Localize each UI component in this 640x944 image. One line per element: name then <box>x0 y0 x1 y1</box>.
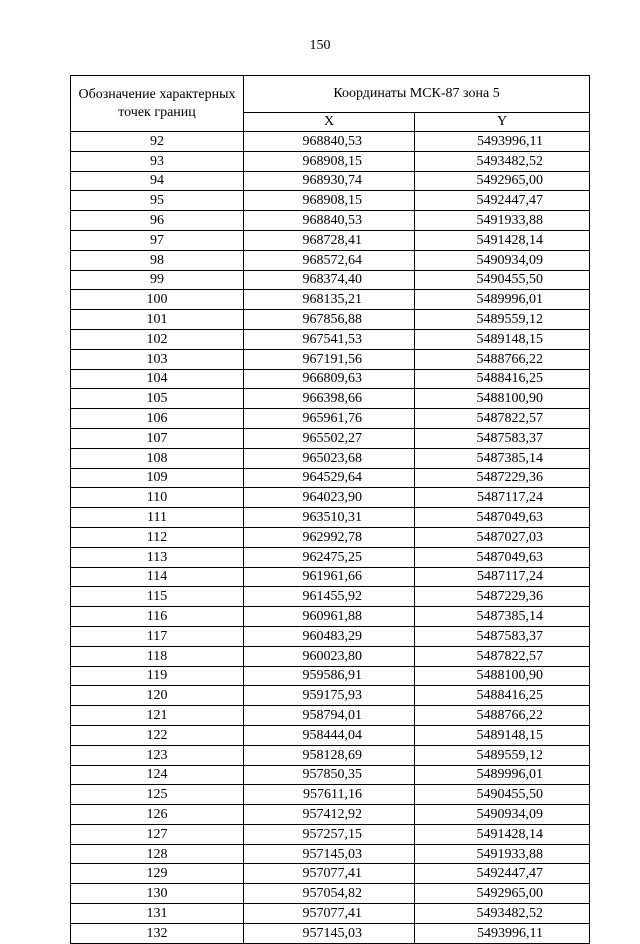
point-id-cell: 110 <box>71 488 244 508</box>
table-row <box>71 171 590 191</box>
point-id-cell: 132 <box>71 923 244 943</box>
point-id-cell: 130 <box>71 884 244 904</box>
y-coordinate-cell: 5490455,50 <box>415 270 590 290</box>
y-coordinate-cell: 5488100,90 <box>415 389 590 409</box>
y-coordinate-cell: 5493482,52 <box>415 151 590 171</box>
y-coordinate-cell: 5490934,09 <box>415 805 590 825</box>
point-id-cell: 103 <box>71 349 244 369</box>
y-coordinate-cell: 5489148,15 <box>415 329 590 349</box>
coordinates-table <box>70 75 590 944</box>
x-coordinate-cell: 965961,76 <box>244 409 415 429</box>
table-row <box>71 409 590 429</box>
point-id-cell: 94 <box>71 171 244 191</box>
table-row <box>71 290 590 310</box>
y-coordinate-cell: 5490934,09 <box>415 250 590 270</box>
point-id-cell: 131 <box>71 904 244 924</box>
table-row <box>71 824 590 844</box>
table-row <box>71 132 590 152</box>
point-id-cell: 112 <box>71 527 244 547</box>
y-coordinate-cell: 5493996,11 <box>415 132 590 152</box>
table-row <box>71 508 590 528</box>
page-number: 150 <box>309 38 331 53</box>
y-coordinate-cell: 5487583,37 <box>415 428 590 448</box>
y-coordinate-cell: 5488766,22 <box>415 349 590 369</box>
y-coordinate-cell: 5489996,01 <box>415 290 590 310</box>
table-row <box>71 191 590 211</box>
x-coordinate-cell: 960023,80 <box>244 646 415 666</box>
y-coordinate-cell: 5487822,57 <box>415 646 590 666</box>
point-id-cell: 116 <box>71 607 244 627</box>
x-coordinate-cell: 957054,82 <box>244 884 415 904</box>
x-coordinate-cell: 968728,41 <box>244 230 415 250</box>
point-id-cell: 101 <box>71 310 244 330</box>
x-coordinate-cell: 957145,03 <box>244 844 415 864</box>
point-id-cell: 93 <box>71 151 244 171</box>
y-coordinate-cell: 5491933,88 <box>415 844 590 864</box>
y-coordinate-cell: 5487117,24 <box>415 488 590 508</box>
y-coordinate-cell: 5491933,88 <box>415 211 590 231</box>
point-id-cell: 126 <box>71 805 244 825</box>
table-row <box>71 230 590 250</box>
y-coordinate-cell: 5487027,03 <box>415 527 590 547</box>
point-id-cell: 122 <box>71 725 244 745</box>
y-coordinate-cell: 5487117,24 <box>415 567 590 587</box>
x-coordinate-cell: 968135,21 <box>244 290 415 310</box>
point-id-cell: 123 <box>71 745 244 765</box>
point-id-cell: 120 <box>71 686 244 706</box>
point-id-cell: 106 <box>71 409 244 429</box>
table-row <box>71 567 590 587</box>
x-coordinate-cell: 967191,56 <box>244 349 415 369</box>
table-row <box>71 349 590 369</box>
x-coordinate-cell: 957077,41 <box>244 904 415 924</box>
x-coordinate-cell: 968840,53 <box>244 132 415 152</box>
x-coordinate-cell: 967856,88 <box>244 310 415 330</box>
table-row <box>71 686 590 706</box>
point-id-cell: 121 <box>71 706 244 726</box>
y-coordinate-cell: 5488100,90 <box>415 666 590 686</box>
header-y: Y <box>415 113 590 132</box>
table-row <box>71 250 590 270</box>
y-coordinate-cell: 5487049,63 <box>415 547 590 567</box>
table-row <box>71 923 590 943</box>
point-id-cell: 97 <box>71 230 244 250</box>
y-coordinate-cell: 5487385,14 <box>415 448 590 468</box>
point-id-cell: 109 <box>71 468 244 488</box>
x-coordinate-cell: 961961,66 <box>244 567 415 587</box>
x-coordinate-cell: 958128,69 <box>244 745 415 765</box>
x-coordinate-cell: 960483,29 <box>244 626 415 646</box>
point-id-cell: 92 <box>71 132 244 152</box>
y-coordinate-cell: 5487229,36 <box>415 468 590 488</box>
x-coordinate-cell: 968374,40 <box>244 270 415 290</box>
table-row <box>71 745 590 765</box>
x-coordinate-cell: 962475,25 <box>244 547 415 567</box>
point-id-cell: 111 <box>71 508 244 528</box>
point-id-cell: 114 <box>71 567 244 587</box>
table-row <box>71 725 590 745</box>
table-row <box>71 527 590 547</box>
x-coordinate-cell: 964023,90 <box>244 488 415 508</box>
table-row <box>71 488 590 508</box>
y-coordinate-cell: 5491428,14 <box>415 230 590 250</box>
table-row <box>71 607 590 627</box>
header-coordinate-system: Координаты МСК-87 зона 5 <box>244 76 590 113</box>
table-row <box>71 587 590 607</box>
x-coordinate-cell: 966809,63 <box>244 369 415 389</box>
x-coordinate-cell: 968572,64 <box>244 250 415 270</box>
y-coordinate-cell: 5492447,47 <box>415 864 590 884</box>
x-coordinate-cell: 958794,01 <box>244 706 415 726</box>
y-coordinate-cell: 5487385,14 <box>415 607 590 627</box>
x-coordinate-cell: 957145,03 <box>244 923 415 943</box>
header-x: X <box>244 113 415 132</box>
x-coordinate-cell: 968840,53 <box>244 211 415 231</box>
x-coordinate-cell: 957850,35 <box>244 765 415 785</box>
table-body <box>71 132 590 944</box>
point-id-cell: 119 <box>71 666 244 686</box>
y-coordinate-cell: 5488766,22 <box>415 706 590 726</box>
header-points: Обозначение характерных точек границ <box>71 76 244 132</box>
x-coordinate-cell: 957611,16 <box>244 785 415 805</box>
point-id-cell: 118 <box>71 646 244 666</box>
point-id-cell: 124 <box>71 765 244 785</box>
y-coordinate-cell: 5491428,14 <box>415 824 590 844</box>
point-id-cell: 104 <box>71 369 244 389</box>
table-row <box>71 211 590 231</box>
point-id-cell: 96 <box>71 211 244 231</box>
y-coordinate-cell: 5489559,12 <box>415 310 590 330</box>
x-coordinate-cell: 965023,68 <box>244 448 415 468</box>
y-coordinate-cell: 5492965,00 <box>415 171 590 191</box>
table-row <box>71 805 590 825</box>
x-coordinate-cell: 957412,92 <box>244 805 415 825</box>
table-row <box>71 428 590 448</box>
x-coordinate-cell: 967541,53 <box>244 329 415 349</box>
y-coordinate-cell: 5487049,63 <box>415 508 590 528</box>
table-row <box>71 904 590 924</box>
y-coordinate-cell: 5492965,00 <box>415 884 590 904</box>
point-id-cell: 98 <box>71 250 244 270</box>
y-coordinate-cell: 5490455,50 <box>415 785 590 805</box>
x-coordinate-cell: 964529,64 <box>244 468 415 488</box>
table-row <box>71 785 590 805</box>
point-id-cell: 102 <box>71 329 244 349</box>
table-row <box>71 369 590 389</box>
x-coordinate-cell: 960961,88 <box>244 607 415 627</box>
x-coordinate-cell: 961455,92 <box>244 587 415 607</box>
point-id-cell: 125 <box>71 785 244 805</box>
point-id-cell: 127 <box>71 824 244 844</box>
point-id-cell: 108 <box>71 448 244 468</box>
x-coordinate-cell: 968908,15 <box>244 151 415 171</box>
table-row <box>71 468 590 488</box>
table-row <box>71 547 590 567</box>
x-coordinate-cell: 957257,15 <box>244 824 415 844</box>
point-id-cell: 129 <box>71 864 244 884</box>
table-row <box>71 448 590 468</box>
table-row <box>71 329 590 349</box>
y-coordinate-cell: 5487229,36 <box>415 587 590 607</box>
x-coordinate-cell: 958444,04 <box>244 725 415 745</box>
y-coordinate-cell: 5489559,12 <box>415 745 590 765</box>
table-row <box>71 884 590 904</box>
table-row <box>71 765 590 785</box>
table-row <box>71 310 590 330</box>
x-coordinate-cell: 968930,74 <box>244 171 415 191</box>
y-coordinate-cell: 5493996,11 <box>415 923 590 943</box>
y-coordinate-cell: 5488416,25 <box>415 686 590 706</box>
table-row <box>71 270 590 290</box>
x-coordinate-cell: 968908,15 <box>244 191 415 211</box>
y-coordinate-cell: 5487822,57 <box>415 409 590 429</box>
y-coordinate-cell: 5492447,47 <box>415 191 590 211</box>
x-coordinate-cell: 959175,93 <box>244 686 415 706</box>
x-coordinate-cell: 966398,66 <box>244 389 415 409</box>
table-row <box>71 706 590 726</box>
x-coordinate-cell: 965502,27 <box>244 428 415 448</box>
point-id-cell: 128 <box>71 844 244 864</box>
y-coordinate-cell: 5488416,25 <box>415 369 590 389</box>
table-row <box>71 626 590 646</box>
table-row <box>71 666 590 686</box>
x-coordinate-cell: 959586,91 <box>244 666 415 686</box>
table-row <box>71 864 590 884</box>
x-coordinate-cell: 957077,41 <box>244 864 415 884</box>
point-id-cell: 100 <box>71 290 244 310</box>
y-coordinate-cell: 5489148,15 <box>415 725 590 745</box>
point-id-cell: 99 <box>71 270 244 290</box>
table-row <box>71 389 590 409</box>
point-id-cell: 117 <box>71 626 244 646</box>
point-id-cell: 105 <box>71 389 244 409</box>
x-coordinate-cell: 962992,78 <box>244 527 415 547</box>
point-id-cell: 107 <box>71 428 244 448</box>
y-coordinate-cell: 5487583,37 <box>415 626 590 646</box>
table-row <box>71 151 590 171</box>
y-coordinate-cell: 5493482,52 <box>415 904 590 924</box>
y-coordinate-cell: 5489996,01 <box>415 765 590 785</box>
x-coordinate-cell: 963510,31 <box>244 508 415 528</box>
table-row <box>71 844 590 864</box>
table-row <box>71 646 590 666</box>
point-id-cell: 113 <box>71 547 244 567</box>
point-id-cell: 95 <box>71 191 244 211</box>
point-id-cell: 115 <box>71 587 244 607</box>
